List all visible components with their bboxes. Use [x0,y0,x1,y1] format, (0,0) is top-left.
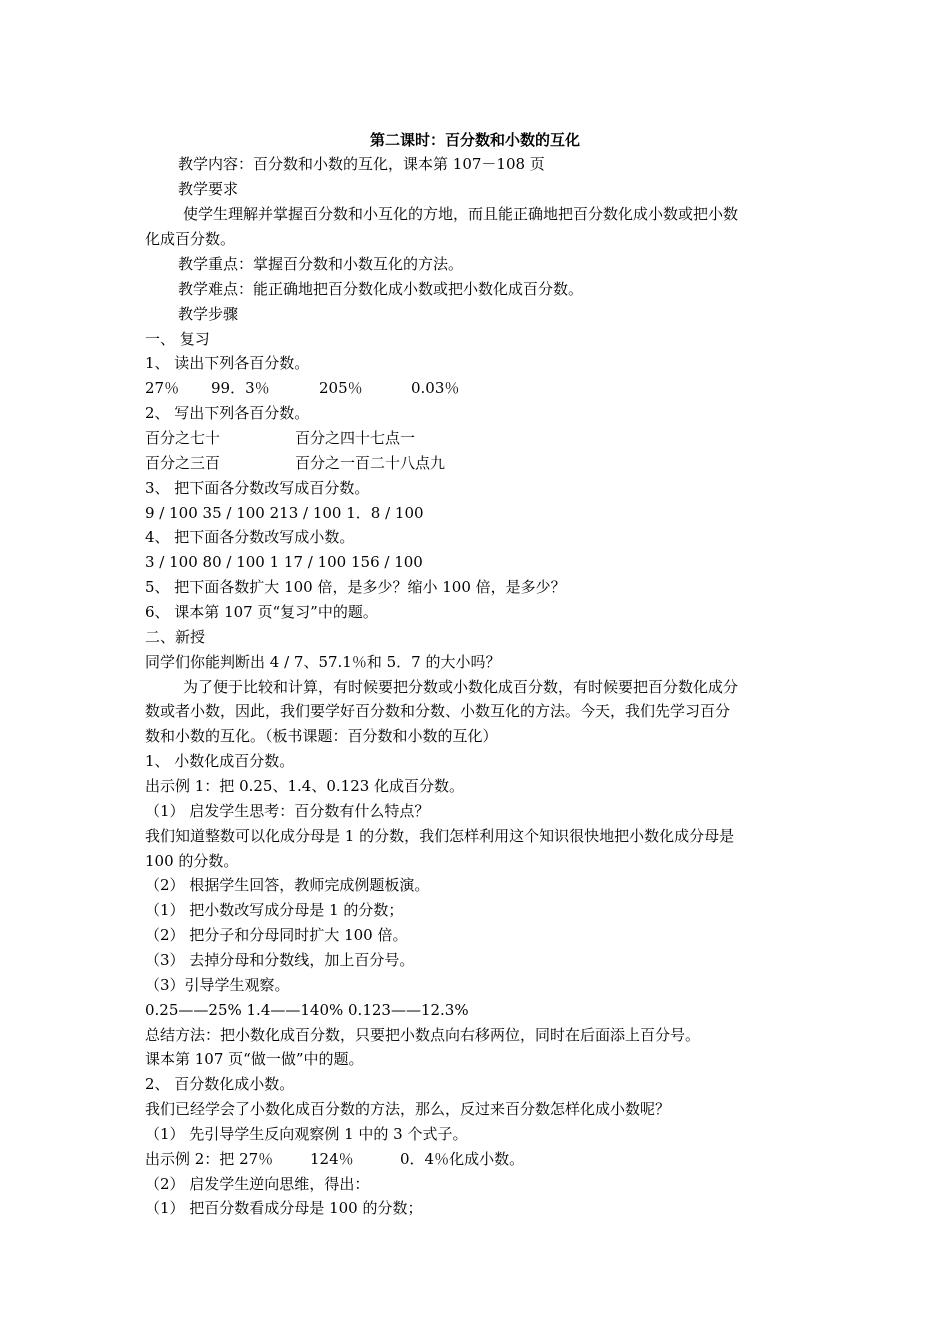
paragraph-line: 为了便于比较和计算，有时候要把分数或小数化成百分数，有时候要把百分数化成分 [183,678,739,696]
teaching-difficulty: 教学难点：能正确地把百分数化成小数或把小数化成百分数。 [178,280,584,298]
list-item: 1、 小数化成百分数。 [145,752,295,770]
section-heading: 二、新授 [145,628,206,646]
paragraph-line: 我们已经学会了小数化成百分数的方法，那么，反过来百分数怎样化成小数呢？ [145,1100,671,1118]
teaching-steps-heading: 教学步骤 [178,305,239,323]
word-value: 百分之四十七点一 [295,429,416,447]
list-item: 2、 百分数化成小数。 [145,1075,295,1093]
percent-value: 205％ [319,379,363,397]
word-value: 百分之一百二十八点九 [295,454,446,472]
paragraph-line: 课本第 107 页“做一做”中的题。 [145,1050,364,1068]
paragraph-line: 化成百分数。 [145,230,236,248]
example-text: 出示例 2：把 27％ [145,1150,274,1168]
list-item: （1） 先引导学生反向观察例 1 中的 3 个式子。 [145,1125,468,1143]
fraction-row: 9 / 100 35 / 100 213 / 100 1．8 / 100 [145,504,424,522]
percent-value: 99．3％ [211,379,270,397]
list-item: （1） 把小数改写成分母是 1 的分数； [145,901,404,919]
list-item: （1） 把百分数看成分母是 100 的分数； [145,1199,423,1217]
list-item: （3）引导学生观察。 [145,976,290,994]
conversion-row: 0.25——25% 1.4——140% 0.123——12.3% [145,1001,469,1019]
list-item: 6、 课本第 107 页“复习”中的题。 [145,603,378,621]
list-item: （2） 根据学生回答，教师完成例题板演。 [145,876,430,894]
list-item: （3） 去掉分母和分数线，加上百分号。 [145,951,415,969]
teaching-focus: 教学重点：掌握百分数和小数互化的方法。 [178,255,464,273]
list-item: 1、 读出下列各百分数。 [145,354,310,372]
percent-value: 27％ [145,379,180,397]
section-heading: 一、 复习 [145,330,210,348]
paragraph-line: 使学生理解并掌握百分数和小互化的方地，而且能正确地把百分数化成小数或把小数 [183,205,739,223]
list-item: （1） 启发学生思考：百分数有什么特点？ [145,802,430,820]
list-item: 3、 把下面各分数改写成百分数。 [145,479,370,497]
page-title: 第二课时：百分数和小数的互化 [369,131,580,149]
paragraph-line: 数或者小数，因此，我们要学好百分数和分数、小数互化的方法。今天，我们先学习百分 [145,702,731,720]
list-item: （2） 把分子和分母同时扩大 100 倍。 [145,926,408,944]
percent-value: 0.03％ [411,379,460,397]
word-value: 百分之三百 [145,454,221,472]
paragraph-line: 同学们你能判断出 4 / 7、57.1％和 5．7 的大小吗？ [145,653,501,671]
word-value: 百分之七十 [145,429,221,447]
example-text: 0．4％化成小数。 [400,1150,525,1168]
list-item: 5、 把下面各数扩大 100 倍，是多少？缩小 100 倍，是多少？ [145,578,566,596]
fraction-row: 3 / 100 80 / 100 1 17 / 100 156 / 100 [145,553,423,571]
example-text: 124％ [310,1150,354,1168]
list-item: 2、 写出下列各百分数。 [145,404,310,422]
paragraph-line: 100 的分数。 [145,852,239,870]
list-item: （2） 启发学生逆向思维，得出： [145,1175,370,1193]
paragraph-line: 总结方法：把小数化成百分数，只要把小数点向右移两位，同时在后面添上百分号。 [145,1026,701,1044]
teaching-requirements-heading: 教学要求 [178,180,239,198]
list-item: 4、 把下面各分数改写成小数。 [145,528,355,546]
paragraph-line: 我们知道整数可以化成分母是 1 的分数，我们怎样利用这个知识很快地把小数化成分母是 [145,827,735,845]
paragraph-line: 数和小数的互化。（板书课题：百分数和小数的互化） [145,727,498,745]
paragraph-line: 出示例 1：把 0.25、1.4、0.123 化成百分数。 [145,777,465,795]
teaching-content: 教学内容：百分数和小数的互化，课本第 107－108 页 [178,155,545,173]
